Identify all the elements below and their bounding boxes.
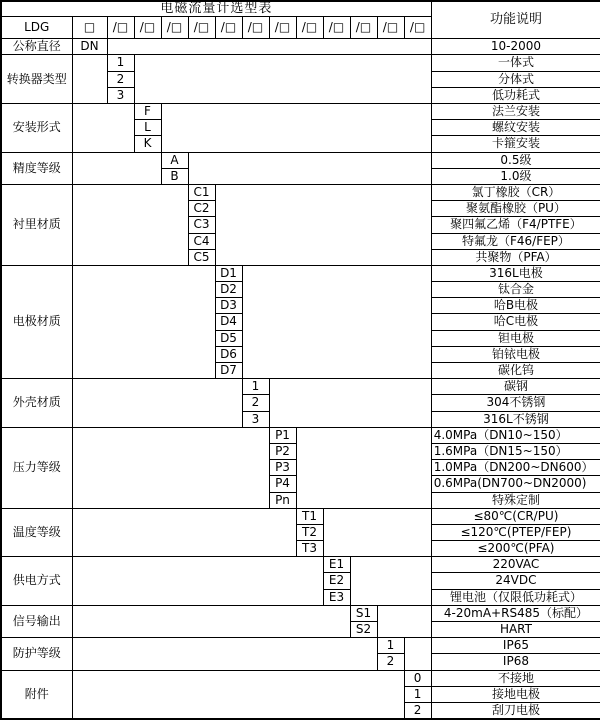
model-slot: /□ bbox=[107, 17, 134, 39]
category-installation-type: 安装形式 bbox=[1, 104, 72, 153]
code-cell: 1 bbox=[242, 379, 269, 395]
description-cell: IP65 bbox=[431, 638, 600, 654]
description-cell: 锂电池（仅限低功耗式） bbox=[431, 589, 600, 605]
category-temperature-class: 温度等级 bbox=[1, 508, 72, 557]
code-cell: F bbox=[134, 104, 161, 120]
category-nominal-diameter: 公称直径 bbox=[1, 39, 72, 55]
model-slot: /□ bbox=[323, 17, 350, 39]
spacer-cell bbox=[72, 104, 134, 153]
code-cell: D5 bbox=[215, 330, 242, 346]
description-cell: 法兰安装 bbox=[431, 104, 600, 120]
description-cell: 0.5级 bbox=[431, 152, 600, 168]
model-slot: /□ bbox=[134, 17, 161, 39]
code-cell: P2 bbox=[269, 443, 296, 459]
description-cell: 1.6MPa（DN15~150） bbox=[431, 443, 600, 459]
category-power-supply: 供电方式 bbox=[1, 557, 72, 606]
category-protection-class: 防护等级 bbox=[1, 638, 72, 670]
code-cell: T1 bbox=[296, 508, 323, 524]
code-cell: T3 bbox=[296, 541, 323, 557]
model-slot: /□ bbox=[188, 17, 215, 39]
spacer-cell bbox=[188, 152, 431, 184]
code-cell: 1 bbox=[377, 638, 404, 654]
code-cell: 1 bbox=[107, 55, 134, 71]
code-cell: S2 bbox=[350, 622, 377, 638]
spacer-cell bbox=[107, 39, 431, 55]
description-cell: 4-20mA+RS485（标配） bbox=[431, 605, 600, 621]
description-cell: 钛合金 bbox=[431, 282, 600, 298]
description-cell: 碳化钨 bbox=[431, 363, 600, 379]
code-cell: 3 bbox=[107, 87, 134, 103]
description-cell: 不接地 bbox=[431, 670, 600, 686]
category-housing-material: 外壳材质 bbox=[1, 379, 72, 428]
model-slot: /□ bbox=[161, 17, 188, 39]
code-cell: 3 bbox=[242, 411, 269, 427]
description-cell: ≤80℃(CR/PU) bbox=[431, 508, 600, 524]
code-cell: P4 bbox=[269, 476, 296, 492]
spacer-cell bbox=[296, 427, 431, 508]
spacer-cell bbox=[72, 265, 215, 378]
code-cell: E2 bbox=[323, 573, 350, 589]
spacer-cell bbox=[72, 55, 107, 104]
description-cell: 接地电极 bbox=[431, 686, 600, 702]
description-cell: 10-2000 bbox=[431, 39, 600, 55]
description-cell: 1.0级 bbox=[431, 168, 600, 184]
model-slot: /□ bbox=[269, 17, 296, 39]
code-cell: D6 bbox=[215, 346, 242, 362]
spacer-cell bbox=[161, 104, 431, 153]
description-cell: ≤120℃(PTEP/FEP) bbox=[431, 524, 600, 540]
spacer-cell bbox=[72, 508, 296, 557]
description-cell: IP68 bbox=[431, 654, 600, 670]
code-cell: P1 bbox=[269, 427, 296, 443]
description-cell: 一体式 bbox=[431, 55, 600, 71]
spacer-cell bbox=[72, 379, 242, 428]
category-accuracy-class: 精度等级 bbox=[1, 152, 72, 184]
description-cell: 哈C电极 bbox=[431, 314, 600, 330]
code-cell: P3 bbox=[269, 460, 296, 476]
spacer-cell bbox=[72, 427, 269, 508]
category-liner-material: 衬里材质 bbox=[1, 184, 72, 265]
category-accessories: 附件 bbox=[1, 670, 72, 719]
category-converter-type: 转换器类型 bbox=[1, 55, 72, 104]
code-cell: DN bbox=[72, 39, 107, 55]
description-cell: 304不锈钢 bbox=[431, 395, 600, 411]
model-slot: /□ bbox=[296, 17, 323, 39]
description-cell: 220VAC bbox=[431, 557, 600, 573]
category-pressure-class: 压力等级 bbox=[1, 427, 72, 508]
description-cell: 24VDC bbox=[431, 573, 600, 589]
code-cell: Pn bbox=[269, 492, 296, 508]
code-cell: C1 bbox=[188, 184, 215, 200]
code-cell: D7 bbox=[215, 363, 242, 379]
spacer-cell bbox=[72, 152, 161, 184]
code-cell: C2 bbox=[188, 201, 215, 217]
code-cell: C4 bbox=[188, 233, 215, 249]
description-cell: 钽电极 bbox=[431, 330, 600, 346]
code-cell: 1 bbox=[404, 686, 431, 702]
code-cell: D3 bbox=[215, 298, 242, 314]
description-cell: 316L电极 bbox=[431, 265, 600, 281]
table-title: 电磁流量计选型表 bbox=[1, 1, 431, 17]
description-cell: 氯丁橡胶（CR） bbox=[431, 184, 600, 200]
code-cell: D1 bbox=[215, 265, 242, 281]
function-description-header: 功能说明 bbox=[431, 1, 600, 39]
code-cell: 2 bbox=[377, 654, 404, 670]
code-cell: T2 bbox=[296, 524, 323, 540]
description-cell: ≤200℃(PFA) bbox=[431, 541, 600, 557]
description-cell: 低功耗式 bbox=[431, 87, 600, 103]
description-cell: 1.0MPa（DN200~DN600） bbox=[431, 460, 600, 476]
description-cell: 聚四氟乙烯（F4/PTFE） bbox=[431, 217, 600, 233]
spacer-cell bbox=[404, 638, 431, 670]
spacer-cell bbox=[215, 184, 431, 265]
model-base-box: □ bbox=[72, 17, 107, 39]
model-slot: /□ bbox=[215, 17, 242, 39]
category-electrode-material: 电极材质 bbox=[1, 265, 72, 378]
description-cell: 哈B电极 bbox=[431, 298, 600, 314]
model-prefix: LDG bbox=[1, 17, 72, 39]
description-cell: 卡箍安装 bbox=[431, 136, 600, 152]
code-cell: C3 bbox=[188, 217, 215, 233]
code-cell: E3 bbox=[323, 589, 350, 605]
model-slot: /□ bbox=[404, 17, 431, 39]
spacer-cell bbox=[72, 638, 377, 670]
description-cell: HART bbox=[431, 622, 600, 638]
code-cell: 2 bbox=[242, 395, 269, 411]
spacer-cell bbox=[242, 265, 431, 378]
spacer-cell bbox=[72, 670, 404, 719]
code-cell: C5 bbox=[188, 249, 215, 265]
spacer-cell bbox=[72, 605, 350, 637]
spacer-cell bbox=[72, 557, 323, 606]
code-cell: D4 bbox=[215, 314, 242, 330]
description-cell: 0.6MPa(DN700~DN2000) bbox=[431, 476, 600, 492]
description-cell: 特殊定制 bbox=[431, 492, 600, 508]
code-cell: 0 bbox=[404, 670, 431, 686]
description-cell: 共聚物（PFA） bbox=[431, 249, 600, 265]
description-cell: 聚氨酯橡胶（PU） bbox=[431, 201, 600, 217]
model-slot: /□ bbox=[350, 17, 377, 39]
description-cell: 分体式 bbox=[431, 71, 600, 87]
description-cell: 螺纹安装 bbox=[431, 120, 600, 136]
model-slot: /□ bbox=[377, 17, 404, 39]
code-cell: 2 bbox=[404, 702, 431, 718]
category-signal-output: 信号输出 bbox=[1, 605, 72, 637]
spacer-cell bbox=[269, 379, 431, 428]
code-cell: B bbox=[161, 168, 188, 184]
spacer-cell bbox=[323, 508, 431, 557]
code-cell: S1 bbox=[350, 605, 377, 621]
code-cell: L bbox=[134, 120, 161, 136]
spacer-cell bbox=[72, 184, 188, 265]
code-cell: A bbox=[161, 152, 188, 168]
code-cell: E1 bbox=[323, 557, 350, 573]
model-slot: /□ bbox=[242, 17, 269, 39]
description-cell: 特氟龙（F46/FEP） bbox=[431, 233, 600, 249]
description-cell: 4.0MPa（DN10~150） bbox=[431, 427, 600, 443]
description-cell: 刮刀电极 bbox=[431, 702, 600, 718]
description-cell: 铂铱电极 bbox=[431, 346, 600, 362]
code-cell: 2 bbox=[107, 71, 134, 87]
description-cell: 碳钢 bbox=[431, 379, 600, 395]
code-cell: K bbox=[134, 136, 161, 152]
spacer-cell bbox=[134, 55, 431, 104]
code-cell: D2 bbox=[215, 282, 242, 298]
spacer-cell bbox=[350, 557, 431, 606]
description-cell: 316L不锈钢 bbox=[431, 411, 600, 427]
spacer-cell bbox=[377, 605, 431, 637]
